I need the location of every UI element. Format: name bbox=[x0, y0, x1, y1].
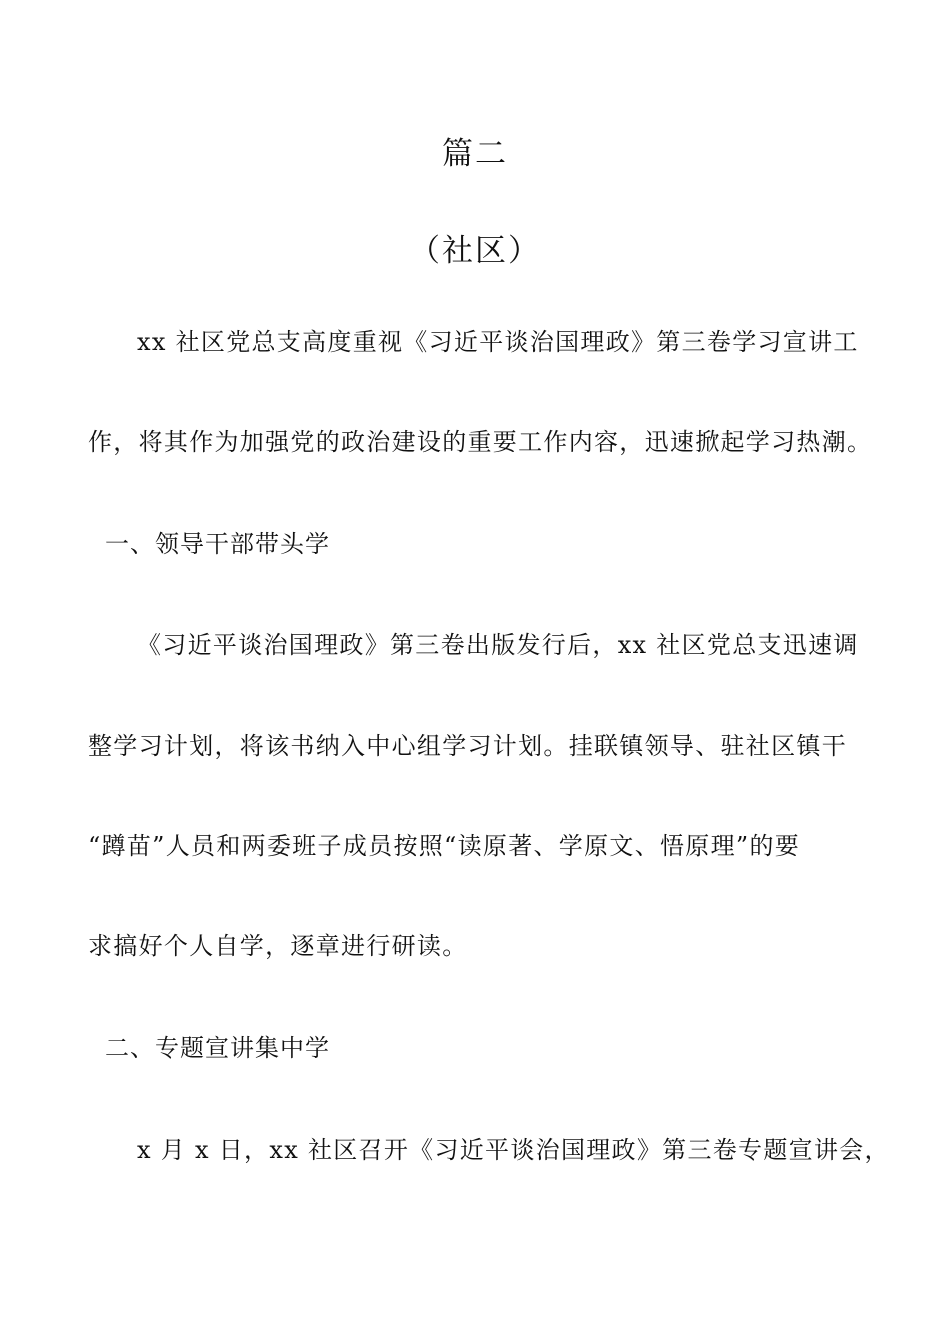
paragraph-1-line-1: xx 社区党总支高度重视《习近平谈治国理政》第三卷学习宣讲工 bbox=[137, 328, 859, 356]
paragraph-2-line-2: 整学习计划，将该书纳入中心组学习计划。挂联镇领导、驻社区镇干 bbox=[88, 732, 847, 760]
paragraph-2-line-4: 求搞好个人自学，逐章进行研读。 bbox=[88, 932, 468, 960]
paragraph-2-line-3: “蹲苗”人员和两委班子成员按照“读原著、学原文、悟原理”的要 bbox=[88, 832, 801, 860]
document-subtitle: （社区） bbox=[409, 233, 541, 269]
section-heading-2: 二、专题宣讲集中学 bbox=[105, 1034, 330, 1062]
paragraph-2-line-1: 《习近平谈治国理政》第三卷出版发行后，xx 社区党总支迅速调 bbox=[137, 631, 859, 659]
section-heading-1: 一、领导干部带头学 bbox=[105, 530, 330, 558]
paragraph-3-line-1: x 月 x 日，xx 社区召开《习近平谈治国理政》第三卷专题宣讲会， bbox=[137, 1136, 890, 1164]
document-title: 篇二 bbox=[442, 136, 508, 172]
paragraph-1-line-2: 作，将其作为加强党的政治建设的重要工作内容，迅速掀起学习热潮。 bbox=[88, 428, 873, 456]
